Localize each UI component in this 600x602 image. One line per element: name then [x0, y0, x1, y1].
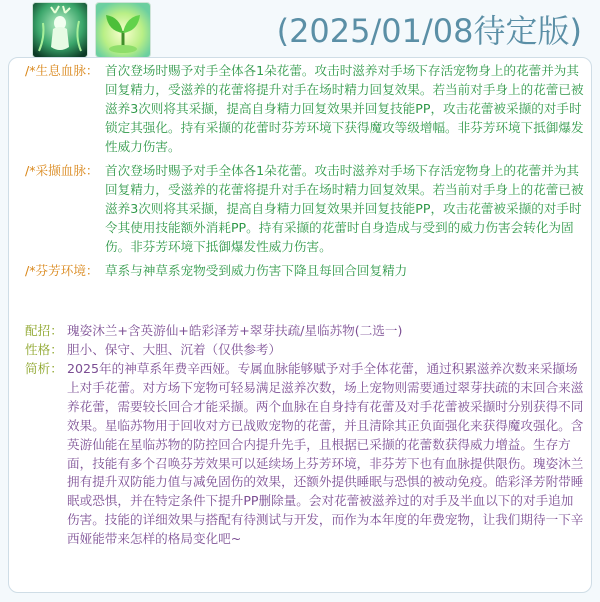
environment-text: 草系与神草系宠物受到威力伤害下降且每回合回复精力 [105, 263, 408, 278]
page-title: (2025/01/08待定版) [276, 12, 582, 50]
bloodline-text: 首次登场时赐予对手全体各1朵花蕾。攻击时滋养对手场下存活宠物身上的花蕾并为其回复精力，受滋养的花蕾将提升对手在场时精力回复效果。若当前对手身上的花蕾已被滋养3次则将其采撷，提高自身精力回复效果并回复技能PP，攻击花蕾被采撷的对手时令其使用技能额外消耗PP。持有采撷的花蕾时自身造成与受到的威力伤害会转化为固伤。非芬芳环境下抵御爆发性威力伤害。 [105, 163, 584, 254]
sprout-avatar-icon [95, 2, 151, 58]
intro-text: 2025年的神草系年费辛西娅。专属血脉能够赋予对手全体花蕾，通过积累滋养次数来采撷场上对手花蕾。对方场下宠物可轻易满足滋养次数，场上宠物则需要通过翠芽扶疏的末回合来滋养花蕾，需要较长回合才能采撷。两个血脉在自身持有花蕾及对手花蕾被采撷时分别获得不同效果。星临苏物用于回收对方已战败宠物的花蕾，并且清除其正负面强化来获得魔攻强化。含英游仙能在星临苏物的防控回合内提升先手，且根据已采撷的花蕾数获得威力增益。生存方面，技能有多个召唤芬芳效果可以延续场上芬芳环境，非芬芳下也有血脉提供限伤。瑰姿沐兰拥有提升双防能力值与减免固伤的效果，还额外提供睡眠与恐惧的被动免疫。皓彩泽芳附带睡眠或恐惧，并在特定条件下提升PP删除量。会对花蕾被滋养过的对手及半血以下的对手追加伤害。技能的详细效果与搭配有待测试与开发，而作为本年度的年费宠物，让我们期待一下辛西娅能带来怎样的格局变化吧~ [67, 361, 584, 547]
header [0, 0, 600, 58]
bloodline-label: /*生息血脉： [25, 63, 99, 78]
bloodline-text: 首次登场时赐予对手全体各1朵花蕾。攻击时滋养对手场下存活宠物身上的花蕾并为其回复精力，受滋养的花蕾将提升对手在场时精力回复效果。若当前对手身上的花蕾已被滋养3次则将其采撷，提高自身精力回复效果并回复技能PP，攻击花蕾被采撷的对手时锁定其强化。持有采撷的花蕾时芬芳环境下获得魔攻等级增幅。非芬芳环境下抵御爆发性威力伤害。 [105, 63, 584, 154]
pairing-text: 瑰姿沐兰+含英游仙+皓彩泽芳+翠芽扶疏/星临苏物(二选一) [67, 323, 403, 338]
pairing-label: 配招： [25, 323, 63, 338]
bloodline-label: /*采撷血脉： [25, 163, 99, 178]
intro-label: 简析： [25, 361, 63, 376]
deer-avatar-icon [32, 2, 88, 58]
environment-label: /*芬芳环境： [25, 263, 99, 278]
info-card [8, 57, 592, 593]
nature-label: 性格： [25, 342, 63, 357]
nature-text: 胆小、保守、大胆、沉着（仅供参考） [67, 342, 282, 357]
